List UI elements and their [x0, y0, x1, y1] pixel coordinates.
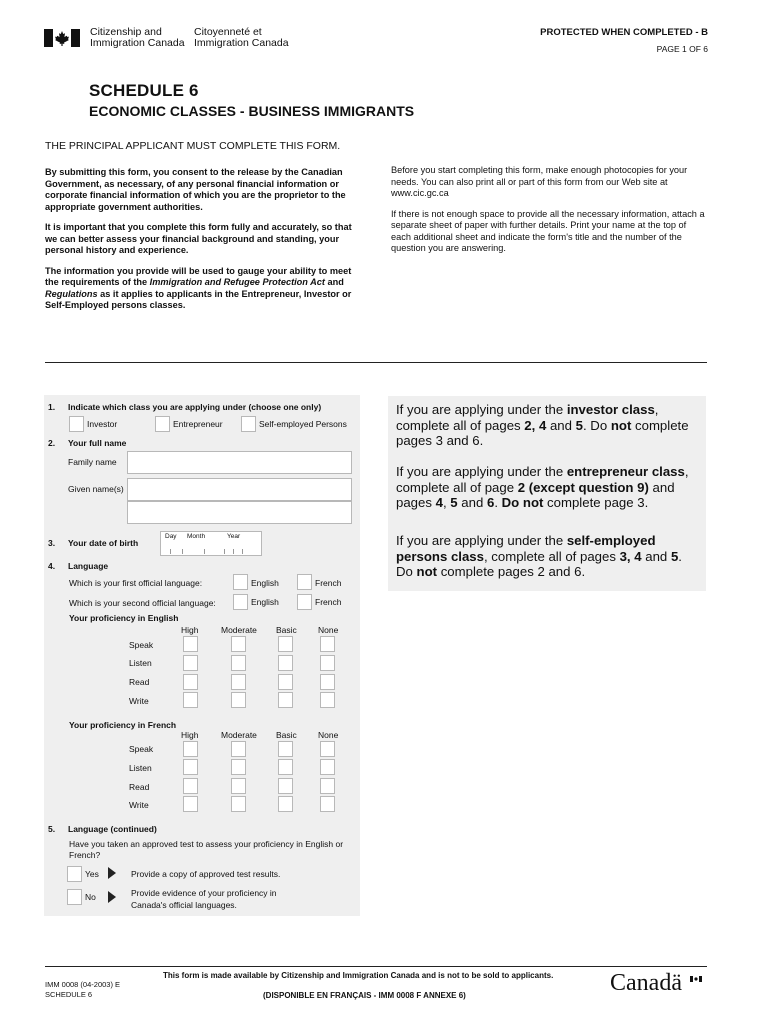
fr-listen-none-checkbox[interactable] — [320, 759, 335, 775]
en-listen-high-checkbox[interactable] — [183, 655, 198, 671]
fr-read-moderate-checkbox[interactable] — [231, 778, 246, 794]
fr-read-basic-checkbox[interactable] — [278, 778, 293, 794]
dob-tick — [224, 549, 225, 554]
date-of-birth-field[interactable] — [160, 531, 262, 556]
fr-speak-moderate-checkbox[interactable] — [231, 741, 246, 757]
q2-label: Your full name — [68, 438, 127, 448]
intro-right — [391, 165, 707, 264]
en-read-none-checkbox[interactable] — [320, 674, 335, 690]
intro-purpose-c: and — [324, 277, 344, 287]
skill-listen: Listen — [129, 658, 152, 668]
page-number: PAGE 1 OF 6 — [656, 44, 708, 54]
skill-write: Write — [129, 800, 149, 810]
en-write-none-checkbox[interactable] — [320, 692, 335, 708]
en-listen-moderate-checkbox[interactable] — [231, 655, 246, 671]
test-no-checkbox[interactable] — [67, 889, 82, 905]
canada-wordmark: Canadä — [610, 970, 682, 996]
fr-write-basic-checkbox[interactable] — [278, 796, 293, 812]
schedule-title: SCHEDULE 6 — [89, 81, 199, 100]
first-english-checkbox[interactable] — [233, 574, 248, 590]
level-basic: Basic — [276, 730, 297, 740]
family-name-field[interactable] — [127, 451, 352, 474]
fr-write-none-checkbox[interactable] — [320, 796, 335, 812]
intro-extra-space: If there is not enough space to provide all the necessary information, attach a separate sheet of paper with further details. Print your name at the top of each additional sheet and indicate the form's title and the number of the question you are answering. — [391, 208, 705, 253]
proficiency-english-label: Your proficiency in English — [69, 613, 179, 623]
form-code-line: IMM 0008 (04-2003) E — [45, 980, 121, 989]
wordmark-flag-icon — [690, 969, 702, 975]
dept-fr-line1: Citoyenneté et — [194, 26, 262, 38]
dob-tick — [242, 549, 243, 554]
en-write-basic-checkbox[interactable] — [278, 692, 293, 708]
dob-tick — [204, 549, 205, 554]
en-speak-basic-checkbox[interactable] — [278, 636, 293, 652]
section-divider — [45, 362, 707, 363]
dob-tick — [170, 549, 171, 554]
test-yes-option: Yes — [85, 869, 99, 879]
intro-accuracy: It is important that you complete this form fully and accurately, so that we can better assess your financial background and standing, your personal history and experience. — [45, 222, 352, 255]
intro-purpose-e: as it applies to applicants in the Entrepreneur, Investor or Self-Employed persons classes. — [45, 288, 352, 310]
year-label: Year — [227, 533, 241, 540]
level-none: None — [318, 625, 339, 635]
fr-listen-basic-checkbox[interactable] — [278, 759, 293, 775]
en-speak-moderate-checkbox[interactable] — [231, 636, 246, 652]
self-employed-checkbox[interactable] — [241, 416, 256, 432]
level-moderate: Moderate — [221, 625, 257, 635]
second-language-label: Which is your second official language: — [69, 598, 216, 608]
footer-divider — [45, 966, 707, 967]
dob-tick — [182, 549, 183, 554]
q2-number: 2. — [48, 438, 56, 448]
intro-consent: By submitting this form, you consent to the release by the Canadian Government, as necessary, of any personal financial information or corporate financial information of which you are the proprietor to the appropriate government authorities. — [45, 167, 346, 212]
en-listen-none-checkbox[interactable] — [320, 655, 335, 671]
en-speak-high-checkbox[interactable] — [183, 636, 198, 652]
first-french-option: French — [315, 578, 342, 588]
no-instruction: Provide evidence of your proficiency in Canada's official languages. — [131, 888, 277, 910]
skill-speak: Speak — [129, 640, 154, 650]
given-name-field-2[interactable] — [127, 501, 352, 524]
yes-instruction: Provide a copy of approved test results. — [131, 869, 281, 879]
investor-instructions: If you are applying under the investor class, complete all of pages 2, 4 and 5. Do not complete pages 3 and 6. — [396, 402, 689, 448]
intro-left — [45, 167, 365, 321]
protected-label: PROTECTED WHEN COMPLETED - B — [540, 27, 708, 38]
fr-read-none-checkbox[interactable] — [320, 778, 335, 794]
q3-label: Your date of birth — [68, 538, 139, 548]
fr-speak-basic-checkbox[interactable] — [278, 741, 293, 757]
self-employed-instructions: If you are applying under the self-employed persons class, complete all of pages 3, 4 and 5. Do not complete pages 2 and 6. — [396, 533, 682, 579]
dob-tick — [233, 549, 234, 554]
test-no-option: No — [85, 892, 96, 902]
q5-label: Language (continued) — [68, 824, 157, 834]
french-availability: (DISPONIBLE EN FRANÇAIS - IMM 0008 F ANNEXE 6) — [263, 991, 466, 1000]
second-french-checkbox[interactable] — [297, 594, 312, 610]
second-english-option: English — [251, 597, 279, 607]
given-name-field-1[interactable] — [127, 478, 352, 501]
q1-label: Indicate which class you are applying under (choose one only) — [68, 402, 322, 412]
level-high: High — [181, 625, 199, 635]
second-english-checkbox[interactable] — [233, 594, 248, 610]
self-employed-option: Self-employed Persons — [259, 419, 347, 429]
q4-label: Language — [68, 561, 109, 571]
arrow-right-icon — [108, 891, 116, 903]
dept-fr-line2: Immigration Canada — [194, 37, 289, 49]
arrow-right-icon — [108, 867, 116, 879]
fr-write-high-checkbox[interactable] — [183, 796, 198, 812]
level-high: High — [181, 730, 199, 740]
investor-option: Investor — [87, 419, 118, 429]
intro-purpose-act: Immigration and Refugee Protection Act — [149, 277, 325, 287]
en-write-moderate-checkbox[interactable] — [231, 692, 246, 708]
first-english-option: English — [251, 578, 279, 588]
fr-speak-none-checkbox[interactable] — [320, 741, 335, 757]
en-read-high-checkbox[interactable] — [183, 674, 198, 690]
q5-question: Have you taken an approved test to assess your proficiency in English or French? — [69, 839, 344, 860]
department-name-fr — [194, 27, 289, 49]
fr-speak-high-checkbox[interactable] — [183, 741, 198, 757]
q5-number: 5. — [48, 824, 56, 834]
q1-number: 1. — [48, 402, 56, 412]
entrepreneur-instructions: If you are applying under the entrepreneur class, complete all of page 2 (except question 9) and pages 4, 5 and 6. Do not complete page 3. — [396, 464, 689, 510]
intro-purpose — [45, 266, 365, 312]
en-write-high-checkbox[interactable] — [183, 692, 198, 708]
first-language-label: Which is your first official language: — [69, 578, 203, 588]
skill-speak: Speak — [129, 744, 154, 754]
intro-photocopies: Before you start completing this form, make enough photocopies for your needs. You can also print all or part of this form from our Web site at www.cic.gc.ca — [391, 165, 688, 198]
form-schedule-line: SCHEDULE 6 — [45, 990, 93, 999]
family-name-label: Family name — [68, 457, 117, 467]
second-french-option: French — [315, 597, 342, 607]
intro-purpose-a: The information you provide will be used to gauge your ability to meet the requirements of the — [45, 265, 352, 287]
sale-notice: This form is made available by Citizenship and Immigration Canada and is not to be sold to applicants. — [163, 971, 554, 980]
q4-number: 4. — [48, 561, 56, 571]
fr-write-moderate-checkbox[interactable] — [231, 796, 246, 812]
skill-read: Read — [129, 782, 150, 792]
en-read-basic-checkbox[interactable] — [278, 674, 293, 690]
first-french-checkbox[interactable] — [297, 574, 312, 590]
skill-write: Write — [129, 696, 149, 706]
canada-flag-icon — [44, 29, 80, 47]
dept-en-line1: Citizenship and — [90, 26, 162, 38]
principal-notice: THE PRINCIPAL APPLICANT MUST COMPLETE THIS FORM. — [45, 140, 341, 152]
test-yes-checkbox[interactable] — [67, 866, 82, 882]
month-label: Month — [187, 533, 206, 540]
instructions-panel — [388, 396, 706, 591]
dept-en-line2: Immigration Canada — [90, 37, 185, 49]
level-none: None — [318, 730, 339, 740]
intro-purpose-regs: Regulations — [45, 288, 98, 299]
level-basic: Basic — [276, 625, 297, 635]
given-name-label: Given name(s) — [68, 484, 124, 494]
fr-read-high-checkbox[interactable] — [183, 778, 198, 794]
fr-listen-high-checkbox[interactable] — [183, 759, 198, 775]
skill-read: Read — [129, 677, 150, 687]
q3-number: 3. — [48, 538, 56, 548]
entrepreneur-option: Entrepreneur — [173, 419, 223, 429]
fr-listen-moderate-checkbox[interactable] — [231, 759, 246, 775]
skill-listen: Listen — [129, 763, 152, 773]
en-speak-none-checkbox[interactable] — [320, 636, 335, 652]
proficiency-french-label: Your proficiency in French — [69, 720, 177, 730]
entrepreneur-checkbox[interactable] — [155, 416, 170, 432]
en-read-moderate-checkbox[interactable] — [231, 674, 246, 690]
investor-checkbox[interactable] — [69, 416, 84, 432]
level-moderate: Moderate — [221, 730, 257, 740]
department-name-en — [90, 27, 185, 49]
day-label: Day — [165, 533, 177, 540]
schedule-subtitle: ECONOMIC CLASSES - BUSINESS IMMIGRANTS — [89, 103, 415, 119]
form-code — [45, 980, 120, 1000]
en-listen-basic-checkbox[interactable] — [278, 655, 293, 671]
